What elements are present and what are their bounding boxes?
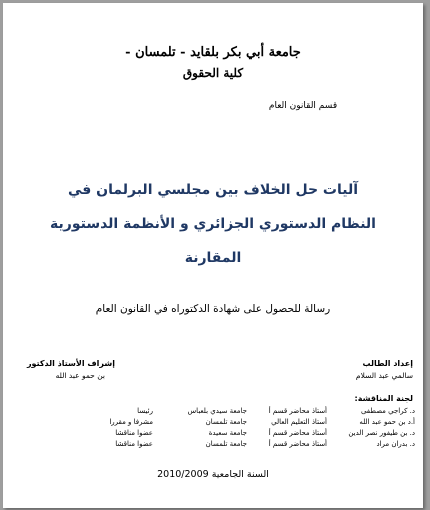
supervisor-name: بن حمو عبد الله [55,371,105,380]
member-rank: أستاذ التعليم العالي [271,418,327,426]
thesis-title-line-2: النظام الدستوري الجزائري و الأنظمة الدستورية [50,216,376,232]
member-name: د. كراجي مصطفى [360,407,415,415]
committee-row [10,429,415,440]
member-rank: أستاذ محاضر قسم أ [268,440,327,448]
thesis-title-line-3: المقارنة [184,250,242,266]
committee-row [10,407,415,418]
member-rank: أستاذ محاضر قسم أ [268,407,327,415]
thesis-title [43,173,383,275]
student-name: سالمي عبد السلام [355,371,413,380]
faculty-name: كلية الحقوق [182,66,244,80]
member-name: أ.د بن حمو عبد الله [359,418,415,426]
committee-row [10,440,415,451]
department-name: قسم القانون العام [268,101,338,111]
member-institution: جامعة تلمسان [205,418,247,426]
committee-table [10,407,415,451]
committee-row [10,418,415,429]
member-role: عضوا مناقشا [115,440,153,448]
member-name: د. بن طيفور نصر الدين [348,429,415,437]
document-page [3,3,423,508]
academic-year: السنة الجامعية 2010/2009 [157,469,269,480]
member-institution: جامعة سيدي بلعباس [187,407,247,415]
member-role: عضوا مناقشا [115,429,153,437]
member-role: رئيسا [137,407,153,415]
student-label: إعداد الطالب [362,359,413,368]
thesis-title-line-1: آليات حل الخلاف بين مجلسي البرلمان في [67,182,359,198]
thesis-subtitle: رسالة للحصول على شهادة الدكتوراه في القانون العام [95,303,331,315]
supervisor-label: إشراف الأستاذ الدكتور [26,359,115,368]
member-rank: أستاذ محاضر قسم أ [268,429,327,437]
committee-label: لجنة المناقشة: [354,394,413,403]
member-institution: جامعة تلمسان [205,440,247,448]
university-name: جامعة أبي بكر بلقايد - تلمسان - [125,45,301,60]
member-institution: جامعة سعيدة [208,429,247,437]
member-role: مشرفا و مقررا [109,418,153,426]
member-name: د. بدران مراد [376,440,415,448]
